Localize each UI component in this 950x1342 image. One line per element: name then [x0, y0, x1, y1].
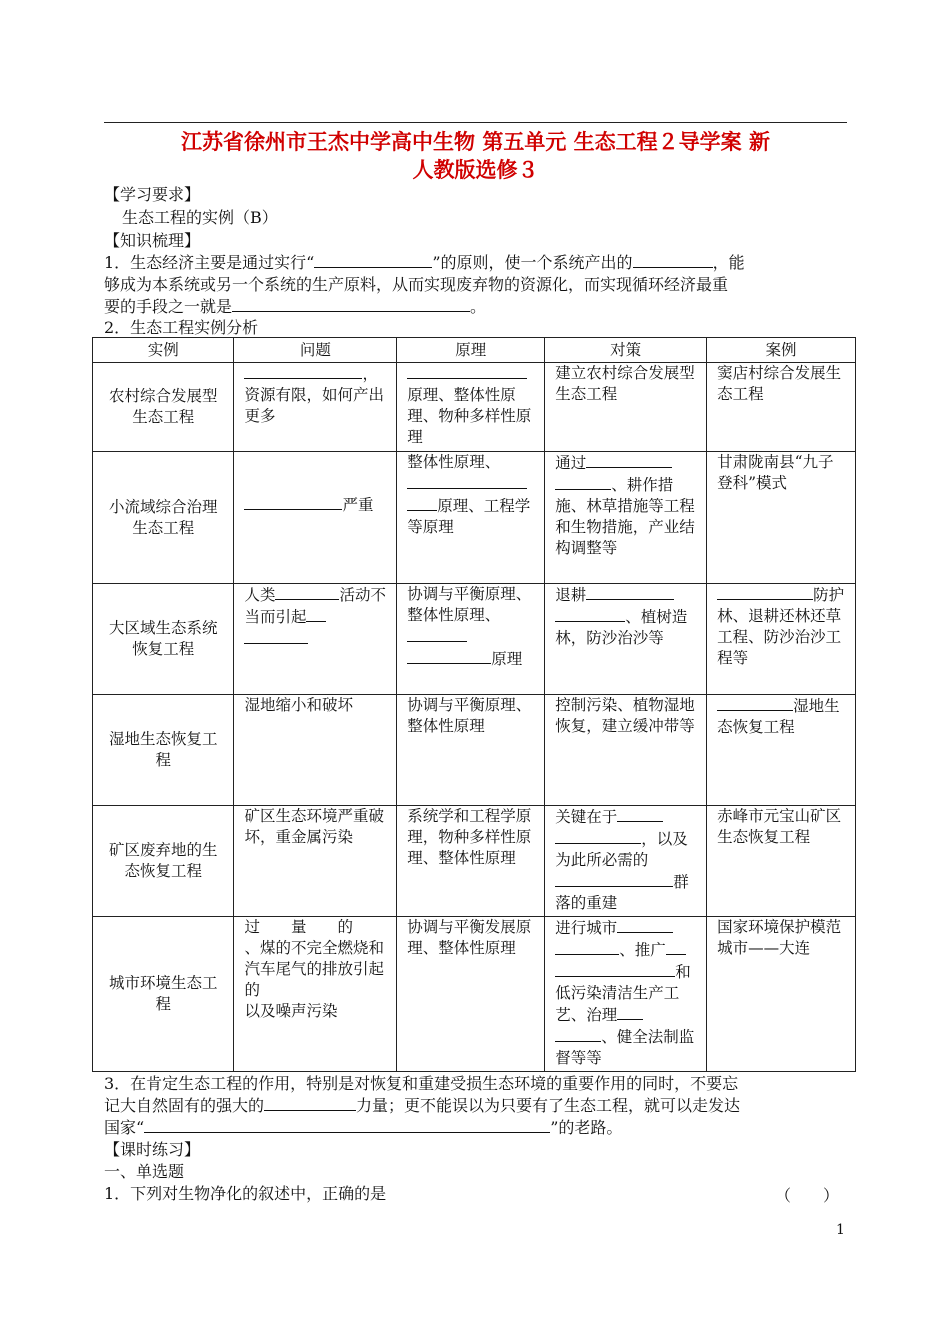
- principle-cell: 系统学和工程学原理，物种多样性原理、整体性原理: [397, 806, 545, 917]
- problem-text: 人类: [244, 586, 276, 604]
- problem-cell: ， 资源有限，如何产出更多: [234, 363, 397, 452]
- blank: [555, 961, 675, 977]
- question-1-line-1: [104, 252, 745, 273]
- blank: [244, 363, 362, 379]
- principle-text: 整体性原理、: [407, 453, 501, 471]
- example-name: 城市环境生态工程: [93, 917, 234, 1072]
- measure-text: 、植树造林，防沙治沙等: [555, 608, 688, 647]
- case-cell: 赤峰市元宝山矿区生态恢复工程: [707, 806, 856, 917]
- principle-cell: [397, 584, 545, 695]
- measure-text: 退耕: [555, 586, 587, 604]
- page-number: 1: [836, 1222, 845, 1238]
- blank: [717, 584, 813, 600]
- example-name: 大区域生态系统恢复工程: [93, 584, 234, 695]
- table-row: [93, 452, 856, 584]
- document-title: [104, 128, 847, 184]
- blank: [314, 252, 432, 268]
- study-requirements-heading: 【学习要求】: [104, 185, 201, 204]
- table-row: [93, 917, 856, 1072]
- example-name: 农村综合发展型生态工程: [93, 363, 234, 452]
- header-rule: [104, 122, 847, 123]
- question-2: 2．生态工程实例分析: [104, 318, 259, 337]
- table-header-row: [93, 338, 856, 363]
- blank: [264, 1095, 356, 1111]
- single-choice-heading: 一、单选题: [104, 1162, 185, 1181]
- problem-text: 过 量 的: [244, 918, 353, 936]
- principle-cell: 协调与平衡原理、整体性原理: [397, 695, 545, 806]
- q1-text-a: 1．生态经济主要是通过实行“: [104, 253, 315, 272]
- question-1-line-3: [104, 296, 486, 317]
- title-line-2: 人教版选修３: [412, 158, 539, 182]
- principle-text: 原理、工程学等原理: [407, 497, 531, 536]
- measure-cell: [545, 806, 707, 917]
- measure-text: 、推广: [619, 941, 666, 959]
- measure-cell: [545, 584, 707, 695]
- question-3-line-3: [104, 1117, 622, 1138]
- table-row: [93, 695, 856, 806]
- problem-text: 活动不当而引起: [244, 586, 386, 626]
- blank: [244, 494, 342, 510]
- blank: [555, 606, 625, 622]
- blank: [275, 584, 339, 600]
- problem-cell: 矿区生态环境严重破坏，重金属污染: [234, 806, 397, 917]
- blank: [407, 495, 437, 511]
- blank: [666, 939, 686, 955]
- blank: [555, 474, 611, 490]
- problem-text: 、煤的不完全燃烧和汽车尾气的排放引起的: [244, 939, 384, 999]
- case-cell: 窦店村综合发展生态工程: [707, 363, 856, 452]
- q1-text-b: ”的原则，使一个系统产出的: [432, 253, 633, 272]
- answer-parentheses: （ ）: [775, 1186, 840, 1205]
- q3-text-d: 国家“: [104, 1118, 145, 1137]
- principle-cell: [397, 452, 545, 584]
- problem-cell: [234, 584, 397, 695]
- table-row: [93, 363, 856, 452]
- practice-heading: 【课时练习】: [104, 1140, 201, 1159]
- example-name: 矿区废弃地的生态恢复工程: [93, 806, 234, 917]
- blank: [244, 628, 308, 644]
- blank: [407, 473, 527, 489]
- question-3-line-1: 3．在肯定生态工程的作用，特别是对恢复和重建受损生态环境的重要作用的同时，不要忘: [104, 1074, 739, 1093]
- table-row: [93, 584, 856, 695]
- blank: [555, 828, 641, 844]
- problem-text: 资源有限，如何产出更多: [244, 386, 384, 425]
- mc-question-1: 1．下列对生物净化的叙述中，正确的是: [104, 1184, 387, 1203]
- table-row: [93, 806, 856, 917]
- column-header: 问题: [234, 338, 397, 363]
- principle-cell: [397, 363, 545, 452]
- problem-cell: 湿地缩小和破坏: [234, 695, 397, 806]
- blank: [555, 1026, 601, 1042]
- principle-text: 协调与平衡原理、整体性原理、: [407, 585, 532, 624]
- blank: [407, 648, 491, 664]
- measure-text: 关键在于: [555, 808, 618, 826]
- title-line-1: 江苏省徐州市王杰中学高中生物 第五单元 生态工程２导学案 新: [181, 130, 770, 154]
- case-cell: [707, 695, 856, 806]
- column-header: 原理: [397, 338, 545, 363]
- q1-line3-a: 要的手段之一就是: [104, 297, 233, 316]
- problem-text: 严重: [342, 496, 374, 514]
- column-header: 实例: [93, 338, 234, 363]
- case-cell: 国家环境保护模范城市——大连: [707, 917, 856, 1072]
- blank: [586, 584, 674, 600]
- case-cell: [707, 584, 856, 695]
- q3-text-e: ”的老路。: [550, 1118, 623, 1137]
- case-text: 湿地生态恢复工程: [717, 697, 840, 736]
- measure-text: 通过: [555, 454, 587, 472]
- column-header: 对策: [545, 338, 707, 363]
- problem-cell: [234, 452, 397, 584]
- case-text: 防护林、退耕还林还草工程、防沙治沙工程等: [717, 586, 845, 667]
- blank: [717, 695, 793, 711]
- blank: [617, 917, 673, 933]
- measure-text: 群落的重建: [555, 873, 689, 912]
- q1-line3-b: 。: [470, 297, 487, 316]
- blank: [617, 806, 663, 822]
- problem-text: 以及噪声污染: [244, 1002, 338, 1020]
- example-name: 小流域综合治理生态工程: [93, 452, 234, 584]
- measure-text: 、耕作措施、林草措施等工程和生物措施，产业结构调整等: [555, 476, 695, 557]
- measure-cell: [545, 917, 707, 1072]
- blank: [407, 363, 527, 379]
- blank: [407, 626, 467, 642]
- blank: [633, 252, 713, 268]
- measure-cell: 建立农村综合发展型生态工程: [545, 363, 707, 452]
- eco-engineering-table: [92, 337, 856, 1072]
- measure-text: 和低污染清洁生产工艺、治理: [555, 963, 691, 1024]
- q3-text-b: 记大自然固有的强大的: [104, 1096, 265, 1115]
- example-name: 湿地生态恢复工程: [93, 695, 234, 806]
- measure-cell: [545, 452, 707, 584]
- principle-cell: 协调与平衡发展原理、整体性原理: [397, 917, 545, 1072]
- measure-text: 、健全法制监督等等: [555, 1028, 695, 1067]
- q3-text-c: 力量；更不能误以为只要有了生态工程，就可以走发达: [356, 1096, 741, 1115]
- measure-text: ，以及为此所必需的: [555, 830, 688, 869]
- q1-text-c: ，能: [712, 253, 745, 272]
- knowledge-review-heading: 【知识梳理】: [104, 231, 201, 250]
- blank: [232, 296, 470, 312]
- blank: [306, 606, 326, 622]
- question-3-line-2: [104, 1095, 740, 1116]
- question-1-line-2: 够成为本系统或另一个系统的生产原料，从而实现废弃物的资源化，而实现循环经济最重: [104, 275, 729, 294]
- blank: [555, 871, 673, 887]
- principle-text: 原理: [491, 650, 523, 668]
- measure-cell: 控制污染、植物湿地恢复，建立缓冲带等: [545, 695, 707, 806]
- problem-cell: [234, 917, 397, 1072]
- blank: [555, 939, 619, 955]
- blank: [586, 452, 672, 468]
- column-header: 案例: [707, 338, 856, 363]
- blank: [144, 1117, 550, 1133]
- case-cell: 甘肃陇南县“九子登科”模式: [707, 452, 856, 584]
- requirement-item: 生态工程的实例（B）: [122, 208, 278, 227]
- principle-text: 原理、整体性原理、物种多样性原理: [407, 386, 532, 446]
- blank: [617, 1004, 643, 1020]
- measure-text: 进行城市: [555, 919, 618, 937]
